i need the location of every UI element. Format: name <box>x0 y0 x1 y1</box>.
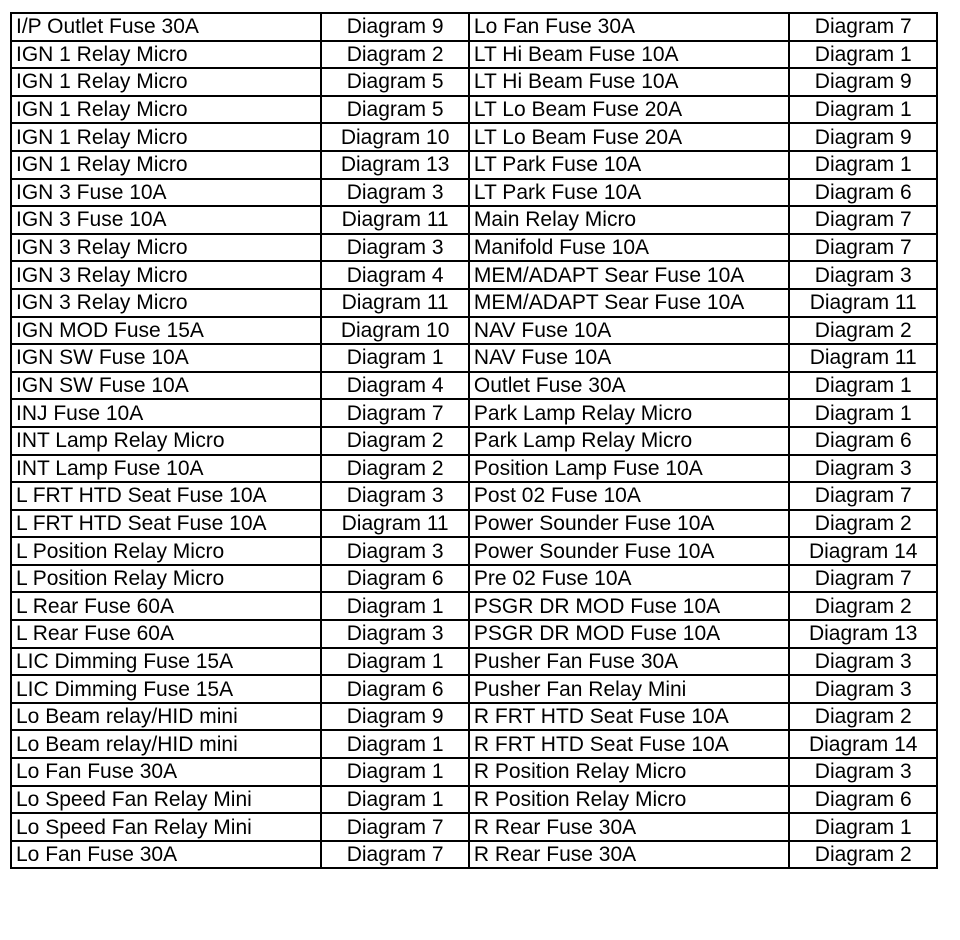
right-component-name: PSGR DR MOD Fuse 10A <box>469 592 790 620</box>
right-component-name: Position Lamp Fuse 10A <box>469 455 790 483</box>
right-component-name: LT Park Fuse 10A <box>469 151 790 179</box>
right-diagram-ref: Diagram 6 <box>789 786 937 814</box>
left-diagram-ref: Diagram 3 <box>321 179 469 207</box>
left-component-name: L Rear Fuse 60A <box>11 592 321 620</box>
table-body <box>11 13 937 868</box>
left-diagram-ref: Diagram 2 <box>321 427 469 455</box>
left-diagram-ref: Diagram 7 <box>321 813 469 841</box>
left-component-name: L Position Relay Micro <box>11 537 321 565</box>
left-diagram-ref: Diagram 3 <box>321 234 469 262</box>
left-diagram-ref: Diagram 1 <box>321 786 469 814</box>
right-diagram-ref: Diagram 13 <box>789 620 937 648</box>
left-component-name: IGN 3 Fuse 10A <box>11 206 321 234</box>
right-diagram-ref: Diagram 3 <box>789 675 937 703</box>
table-row <box>11 620 937 648</box>
left-component-name: IGN 1 Relay Micro <box>11 41 321 69</box>
table-row <box>11 648 937 676</box>
right-component-name: LT Hi Beam Fuse 10A <box>469 41 790 69</box>
left-component-name: INT Lamp Fuse 10A <box>11 455 321 483</box>
right-component-name: MEM/ADAPT Sear Fuse 10A <box>469 289 790 317</box>
table-row <box>11 537 937 565</box>
table-row <box>11 344 937 372</box>
left-diagram-ref: Diagram 4 <box>321 372 469 400</box>
right-diagram-ref: Diagram 2 <box>789 841 937 869</box>
left-diagram-ref: Diagram 5 <box>321 96 469 124</box>
right-diagram-ref: Diagram 3 <box>789 261 937 289</box>
right-component-name: Pre 02 Fuse 10A <box>469 565 790 593</box>
right-diagram-ref: Diagram 7 <box>789 206 937 234</box>
left-component-name: IGN 3 Relay Micro <box>11 289 321 317</box>
right-diagram-ref: Diagram 7 <box>789 482 937 510</box>
right-component-name: NAV Fuse 10A <box>469 317 790 345</box>
right-diagram-ref: Diagram 7 <box>789 13 937 41</box>
left-diagram-ref: Diagram 1 <box>321 758 469 786</box>
table-row <box>11 206 937 234</box>
left-component-name: LIC Dimming Fuse 15A <box>11 648 321 676</box>
right-diagram-ref: Diagram 11 <box>789 344 937 372</box>
right-diagram-ref: Diagram 2 <box>789 592 937 620</box>
left-component-name: IGN 3 Relay Micro <box>11 234 321 262</box>
right-diagram-ref: Diagram 2 <box>789 703 937 731</box>
right-diagram-ref: Diagram 2 <box>789 510 937 538</box>
table-row <box>11 703 937 731</box>
left-diagram-ref: Diagram 3 <box>321 482 469 510</box>
left-diagram-ref: Diagram 1 <box>321 344 469 372</box>
left-component-name: IGN SW Fuse 10A <box>11 344 321 372</box>
right-component-name: LT Lo Beam Fuse 20A <box>469 96 790 124</box>
left-diagram-ref: Diagram 6 <box>321 675 469 703</box>
right-component-name: Outlet Fuse 30A <box>469 372 790 400</box>
left-component-name: Lo Speed Fan Relay Mini <box>11 786 321 814</box>
right-diagram-ref: Diagram 6 <box>789 179 937 207</box>
table-row <box>11 13 937 41</box>
left-diagram-ref: Diagram 2 <box>321 455 469 483</box>
table-row <box>11 179 937 207</box>
right-diagram-ref: Diagram 1 <box>789 41 937 69</box>
right-component-name: MEM/ADAPT Sear Fuse 10A <box>469 261 790 289</box>
right-diagram-ref: Diagram 3 <box>789 648 937 676</box>
left-diagram-ref: Diagram 2 <box>321 41 469 69</box>
left-component-name: INT Lamp Relay Micro <box>11 427 321 455</box>
left-component-name: INJ Fuse 10A <box>11 399 321 427</box>
left-component-name: IGN 3 Fuse 10A <box>11 179 321 207</box>
table-row <box>11 372 937 400</box>
left-diagram-ref: Diagram 13 <box>321 151 469 179</box>
left-component-name: L Position Relay Micro <box>11 565 321 593</box>
right-diagram-ref: Diagram 9 <box>789 68 937 96</box>
right-diagram-ref: Diagram 2 <box>789 317 937 345</box>
table-row <box>11 151 937 179</box>
table-row <box>11 234 937 262</box>
table-row <box>11 675 937 703</box>
right-component-name: NAV Fuse 10A <box>469 344 790 372</box>
left-component-name: Lo Beam relay/HID mini <box>11 703 321 731</box>
table-row <box>11 427 937 455</box>
right-component-name: LT Park Fuse 10A <box>469 179 790 207</box>
table-row <box>11 565 937 593</box>
right-component-name: Post 02 Fuse 10A <box>469 482 790 510</box>
left-component-name: Lo Beam relay/HID mini <box>11 730 321 758</box>
right-diagram-ref: Diagram 1 <box>789 96 937 124</box>
table-row <box>11 592 937 620</box>
right-diagram-ref: Diagram 9 <box>789 123 937 151</box>
table-row <box>11 786 937 814</box>
left-diagram-ref: Diagram 5 <box>321 68 469 96</box>
right-diagram-ref: Diagram 7 <box>789 234 937 262</box>
table-row <box>11 455 937 483</box>
right-diagram-ref: Diagram 14 <box>789 537 937 565</box>
left-component-name: LIC Dimming Fuse 15A <box>11 675 321 703</box>
left-component-name: Lo Fan Fuse 30A <box>11 758 321 786</box>
right-component-name: LT Hi Beam Fuse 10A <box>469 68 790 96</box>
right-component-name: R Position Relay Micro <box>469 758 790 786</box>
left-diagram-ref: Diagram 10 <box>321 317 469 345</box>
left-component-name: Lo Fan Fuse 30A <box>11 841 321 869</box>
left-diagram-ref: Diagram 4 <box>321 261 469 289</box>
table-row <box>11 41 937 69</box>
table-row <box>11 482 937 510</box>
right-component-name: R Rear Fuse 30A <box>469 813 790 841</box>
table-row <box>11 289 937 317</box>
right-component-name: Manifold Fuse 10A <box>469 234 790 262</box>
right-component-name: PSGR DR MOD Fuse 10A <box>469 620 790 648</box>
left-component-name: IGN MOD Fuse 15A <box>11 317 321 345</box>
left-diagram-ref: Diagram 10 <box>321 123 469 151</box>
right-component-name: Pusher Fan Fuse 30A <box>469 648 790 676</box>
left-diagram-ref: Diagram 7 <box>321 841 469 869</box>
right-component-name: Power Sounder Fuse 10A <box>469 510 790 538</box>
table-row <box>11 68 937 96</box>
right-component-name: Power Sounder Fuse 10A <box>469 537 790 565</box>
right-component-name: Park Lamp Relay Micro <box>469 427 790 455</box>
right-diagram-ref: Diagram 14 <box>789 730 937 758</box>
table-row <box>11 261 937 289</box>
right-diagram-ref: Diagram 1 <box>789 813 937 841</box>
left-diagram-ref: Diagram 7 <box>321 399 469 427</box>
right-component-name: LT Lo Beam Fuse 20A <box>469 123 790 151</box>
left-component-name: I/P Outlet Fuse 30A <box>11 13 321 41</box>
right-diagram-ref: Diagram 3 <box>789 758 937 786</box>
left-component-name: IGN SW Fuse 10A <box>11 372 321 400</box>
left-component-name: Lo Speed Fan Relay Mini <box>11 813 321 841</box>
left-diagram-ref: Diagram 6 <box>321 565 469 593</box>
right-diagram-ref: Diagram 1 <box>789 372 937 400</box>
left-diagram-ref: Diagram 9 <box>321 703 469 731</box>
left-component-name: IGN 1 Relay Micro <box>11 96 321 124</box>
left-component-name: IGN 1 Relay Micro <box>11 123 321 151</box>
left-diagram-ref: Diagram 1 <box>321 648 469 676</box>
right-diagram-ref: Diagram 1 <box>789 399 937 427</box>
right-diagram-ref: Diagram 7 <box>789 565 937 593</box>
left-component-name: IGN 3 Relay Micro <box>11 261 321 289</box>
right-component-name: R Position Relay Micro <box>469 786 790 814</box>
right-diagram-ref: Diagram 6 <box>789 427 937 455</box>
left-diagram-ref: Diagram 1 <box>321 592 469 620</box>
left-diagram-ref: Diagram 11 <box>321 289 469 317</box>
table-row <box>11 123 937 151</box>
right-component-name: R Rear Fuse 30A <box>469 841 790 869</box>
right-component-name: Park Lamp Relay Micro <box>469 399 790 427</box>
right-diagram-ref: Diagram 1 <box>789 151 937 179</box>
table-row <box>11 510 937 538</box>
component-diagram-index-table <box>10 12 938 869</box>
left-diagram-ref: Diagram 1 <box>321 730 469 758</box>
table-row <box>11 813 937 841</box>
table-row <box>11 758 937 786</box>
table-row <box>11 317 937 345</box>
table-row <box>11 399 937 427</box>
right-component-name: Main Relay Micro <box>469 206 790 234</box>
right-diagram-ref: Diagram 3 <box>789 455 937 483</box>
right-diagram-ref: Diagram 11 <box>789 289 937 317</box>
right-component-name: R FRT HTD Seat Fuse 10A <box>469 703 790 731</box>
left-component-name: IGN 1 Relay Micro <box>11 151 321 179</box>
right-component-name: R FRT HTD Seat Fuse 10A <box>469 730 790 758</box>
left-component-name: L Rear Fuse 60A <box>11 620 321 648</box>
left-component-name: IGN 1 Relay Micro <box>11 68 321 96</box>
left-diagram-ref: Diagram 3 <box>321 537 469 565</box>
left-diagram-ref: Diagram 9 <box>321 13 469 41</box>
left-diagram-ref: Diagram 3 <box>321 620 469 648</box>
table-row <box>11 730 937 758</box>
left-component-name: L FRT HTD Seat Fuse 10A <box>11 482 321 510</box>
right-component-name: Pusher Fan Relay Mini <box>469 675 790 703</box>
right-component-name: Lo Fan Fuse 30A <box>469 13 790 41</box>
left-diagram-ref: Diagram 11 <box>321 510 469 538</box>
table-row <box>11 96 937 124</box>
left-component-name: L FRT HTD Seat Fuse 10A <box>11 510 321 538</box>
left-diagram-ref: Diagram 11 <box>321 206 469 234</box>
table-row <box>11 841 937 869</box>
